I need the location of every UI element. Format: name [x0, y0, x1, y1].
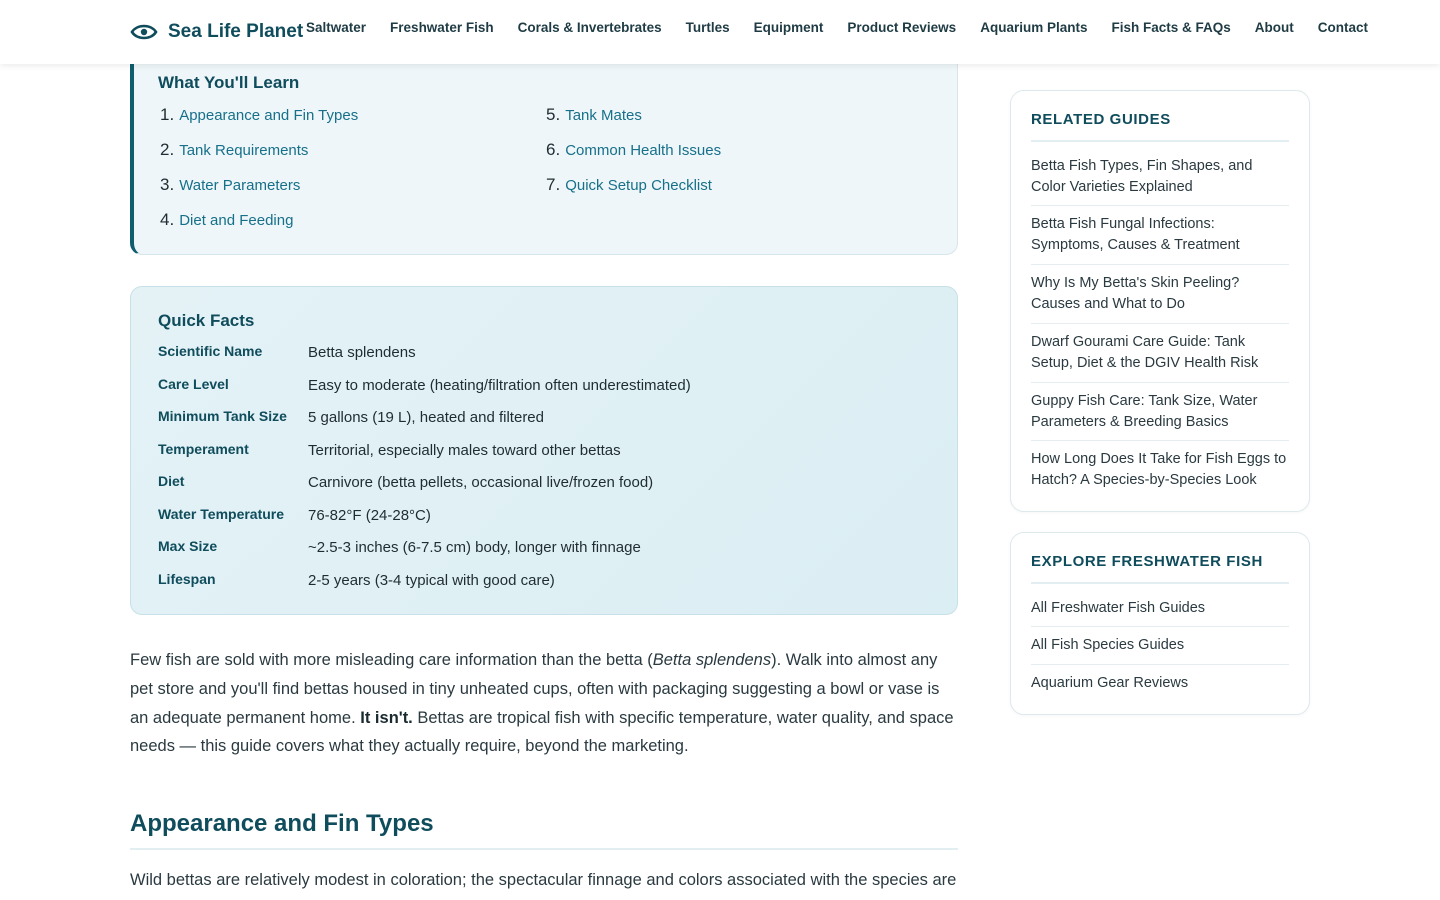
toc-link-water-parameters[interactable]: Water Parameters	[179, 177, 301, 194]
divider	[1031, 205, 1289, 206]
fact-label: Lifespan	[158, 571, 216, 587]
explore-freshwater-card	[1010, 532, 1310, 715]
divider	[1031, 626, 1289, 627]
toc-item-number: 1.	[160, 105, 175, 124]
nav-about[interactable]: About	[1254, 20, 1294, 35]
explore-link[interactable]: Aquarium Gear Reviews	[1031, 675, 1189, 691]
section-heading-appearance: Appearance and Fin Types	[130, 810, 958, 850]
toc-item-number: 6.	[546, 140, 561, 159]
divider	[1031, 382, 1289, 383]
fact-value: Territorial, especially males toward other bettas	[308, 442, 621, 459]
toc-item-number: 7.	[546, 175, 561, 194]
intro-text: Bettas are tropical fish with specific temperature, water quality, and space needs — this guide covers what they actually require, beyond the marketing.	[130, 708, 954, 756]
fact-label: Max Size	[158, 538, 218, 554]
nav-corals-invertebrates[interactable]: Corals & Invertebrates	[517, 20, 662, 35]
intro-text: ). Walk into almost any pet store and you'll find bettas housed in tiny unheated cups, often with packaging suggesting a bowl or vase is an adequate permanent home.	[130, 651, 940, 727]
related-guide-link[interactable]: Guppy Fish Care: Tank Size, Water Parameters & Breeding Basics	[1031, 393, 1258, 430]
fact-label: Water Temperature	[158, 506, 285, 522]
toc-item	[160, 105, 358, 125]
toc-item	[546, 175, 712, 195]
species-name: Betta splendens	[652, 651, 772, 669]
fact-value: Carnivore (betta pellets, occasional live/frozen food)	[308, 474, 654, 491]
nav-equipment[interactable]: Equipment	[753, 20, 824, 35]
fact-value: 76-82°F (24-28°C)	[308, 507, 431, 524]
related-guides-card	[1010, 90, 1310, 512]
nav-aquarium-plants[interactable]: Aquarium Plants	[980, 20, 1088, 35]
divider	[1031, 323, 1289, 324]
quick-facts-box	[130, 286, 958, 615]
toc-item	[160, 175, 300, 195]
eye-icon	[130, 18, 158, 46]
toc-item-number: 3.	[160, 175, 175, 194]
nav-contact[interactable]: Contact	[1317, 20, 1368, 35]
divider	[1031, 664, 1289, 665]
explore-freshwater-title: EXPLORE FRESHWATER FISH	[1031, 553, 1289, 584]
toc-link-appearance[interactable]: Appearance and Fin Types	[179, 107, 359, 124]
quick-facts-title: Quick Facts	[158, 311, 255, 330]
toc-item	[160, 140, 308, 160]
toc-item-number: 5.	[546, 105, 561, 124]
toc-item	[546, 105, 642, 125]
intro-text: Few fish are sold with more misleading care information than the betta (	[130, 651, 653, 669]
fact-value: 2-5 years (3-4 typical with good care)	[308, 572, 555, 589]
fact-value: ~2.5-3 inches (6-7.5 cm) body, longer with finnage	[308, 539, 641, 556]
intro-paragraph	[130, 646, 960, 761]
related-guide-link[interactable]: How Long Does It Take for Fish Eggs to Hatch? A Species-by-Species Look	[1031, 451, 1287, 488]
nav-saltwater[interactable]: Saltwater	[306, 20, 367, 35]
toc-item-number: 2.	[160, 140, 175, 159]
fact-label: Care Level	[158, 376, 229, 392]
fact-label: Temperament	[158, 441, 249, 457]
fact-label: Diet	[158, 473, 185, 489]
explore-link[interactable]: All Fish Species Guides	[1031, 637, 1185, 653]
divider	[1031, 440, 1289, 441]
intro-emphasis: It isn't.	[360, 708, 413, 727]
toc-item	[160, 210, 293, 230]
toc-item	[546, 140, 721, 160]
related-guide-link[interactable]: Why Is My Betta's Skin Peeling? Causes and What to Do	[1031, 275, 1240, 312]
fact-value: Betta splendens	[308, 344, 416, 361]
toc-link-tank-mates[interactable]: Tank Mates	[565, 107, 642, 124]
nav-fish-facts-faqs[interactable]: Fish Facts & FAQs	[1111, 20, 1231, 35]
brand-name: Sea Life Planet	[168, 21, 304, 42]
divider	[1031, 264, 1289, 265]
nav-product-reviews[interactable]: Product Reviews	[847, 20, 957, 35]
related-guide-link[interactable]: Dwarf Gourami Care Guide: Tank Setup, Diet & the DGIV Health Risk	[1031, 334, 1259, 371]
toc-title: What You'll Learn	[158, 73, 300, 92]
fact-value: Easy to moderate (heating/filtration often underestimated)	[308, 377, 691, 394]
toc-link-diet-feeding[interactable]: Diet and Feeding	[179, 212, 294, 229]
nav-turtles[interactable]: Turtles	[685, 20, 730, 35]
toc-link-setup-checklist[interactable]: Quick Setup Checklist	[565, 177, 712, 194]
fact-label: Minimum Tank Size	[158, 408, 287, 424]
explore-link[interactable]: All Freshwater Fish Guides	[1031, 600, 1206, 616]
toc-link-health-issues[interactable]: Common Health Issues	[565, 142, 722, 159]
toc-link-tank-requirements[interactable]: Tank Requirements	[179, 142, 309, 159]
fact-label: Scientific Name	[158, 343, 263, 359]
related-guide-link[interactable]: Betta Fish Types, Fin Shapes, and Color Varieties Explained	[1031, 158, 1253, 195]
main-nav	[306, 20, 1368, 35]
fact-value: 5 gallons (19 L), heated and filtered	[308, 409, 544, 426]
related-guides-title: RELATED GUIDES	[1031, 111, 1289, 142]
nav-freshwater-fish[interactable]: Freshwater Fish	[390, 20, 494, 35]
related-guide-link[interactable]: Betta Fish Fungal Infections: Symptoms, Causes & Treatment	[1031, 216, 1240, 253]
section-paragraph: Wild bettas are relatively modest in coloration; the spectacular finnage and colors associated with the species are	[130, 871, 957, 889]
table-of-contents	[130, 40, 958, 255]
brand-link[interactable]	[130, 18, 303, 46]
toc-item-number: 4.	[160, 210, 175, 229]
site-header	[0, 0, 1440, 64]
